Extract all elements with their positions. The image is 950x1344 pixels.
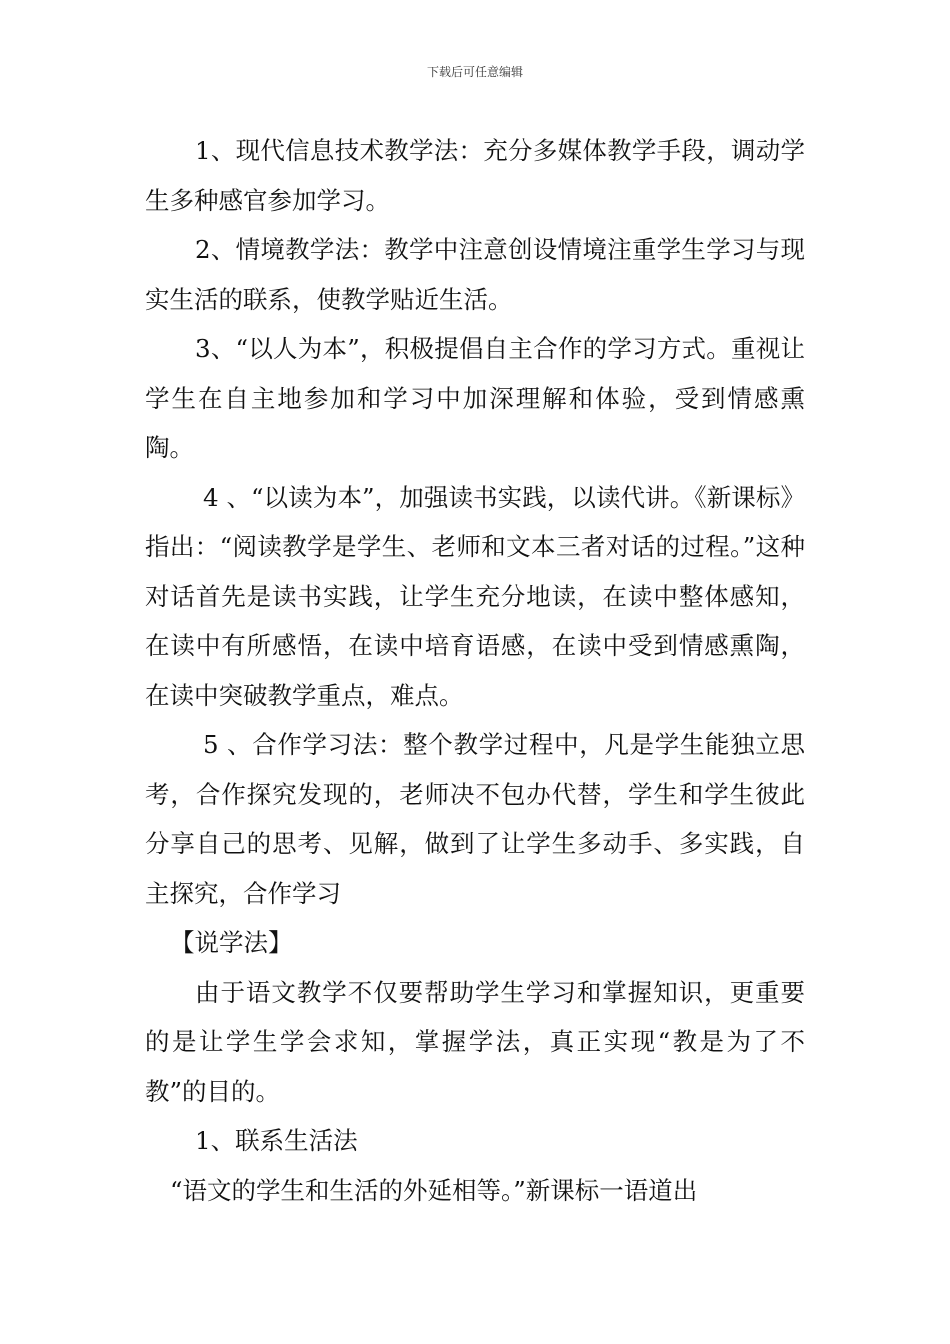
paragraph-method-5: 5 、合作学习法：整个教学过程中，凡是学生能独立思考，合作探究发现的，老师决不包办代替，学生和学生彼此分享自己的思考、见解，做到了让学生多动手、多实践，自主探究，合作学习 (145, 730, 805, 908)
paragraph-method-2: 2、情境教学法：教学中注意创设情境注重学生学习与现实生活的联系，使教学贴近生活。 (145, 235, 805, 314)
page-header: 下载后可任意编辑 (426, 65, 523, 79)
paragraph-life-quote: “语文的学生和生活的外延相等。”新课标一语道出 (170, 1175, 698, 1205)
subheading-life-connection: 1、联系生活法 (195, 1126, 358, 1155)
paragraph-method-4: 4 、“以读为本”，加强读书实践，以读代讲。《新课标》指出：“阅读教学是学生、老师和文本三者对话的过程。”这种对话首先是读书实践，让学生充分地读，在读中整体感知，在读中有所感悟，在读中培育语感，在读中受到情感熏陶，在读中突破教学重点，难点。 (145, 482, 805, 710)
paragraph-method-1: 1、现代信息技术教学法：充分多媒体教学手段，调动学生多种感官参加学习。 (145, 136, 805, 215)
document-body (145, 126, 805, 1215)
paragraph-study-intro: 由于语文教学不仅要帮助学生学习和掌握知识，更重要的是让学生学会求知，掌握学法，真正实现“教是为了不教”的目的。 (145, 977, 805, 1106)
section-heading-study-method: 【说学法】 (170, 928, 293, 957)
paragraph-method-3: 3、“以人为本”，积极提倡自主合作的学习方式。重视让学生在自主地参加和学习中加深理解和体验，受到情感熏陶。 (145, 334, 805, 462)
